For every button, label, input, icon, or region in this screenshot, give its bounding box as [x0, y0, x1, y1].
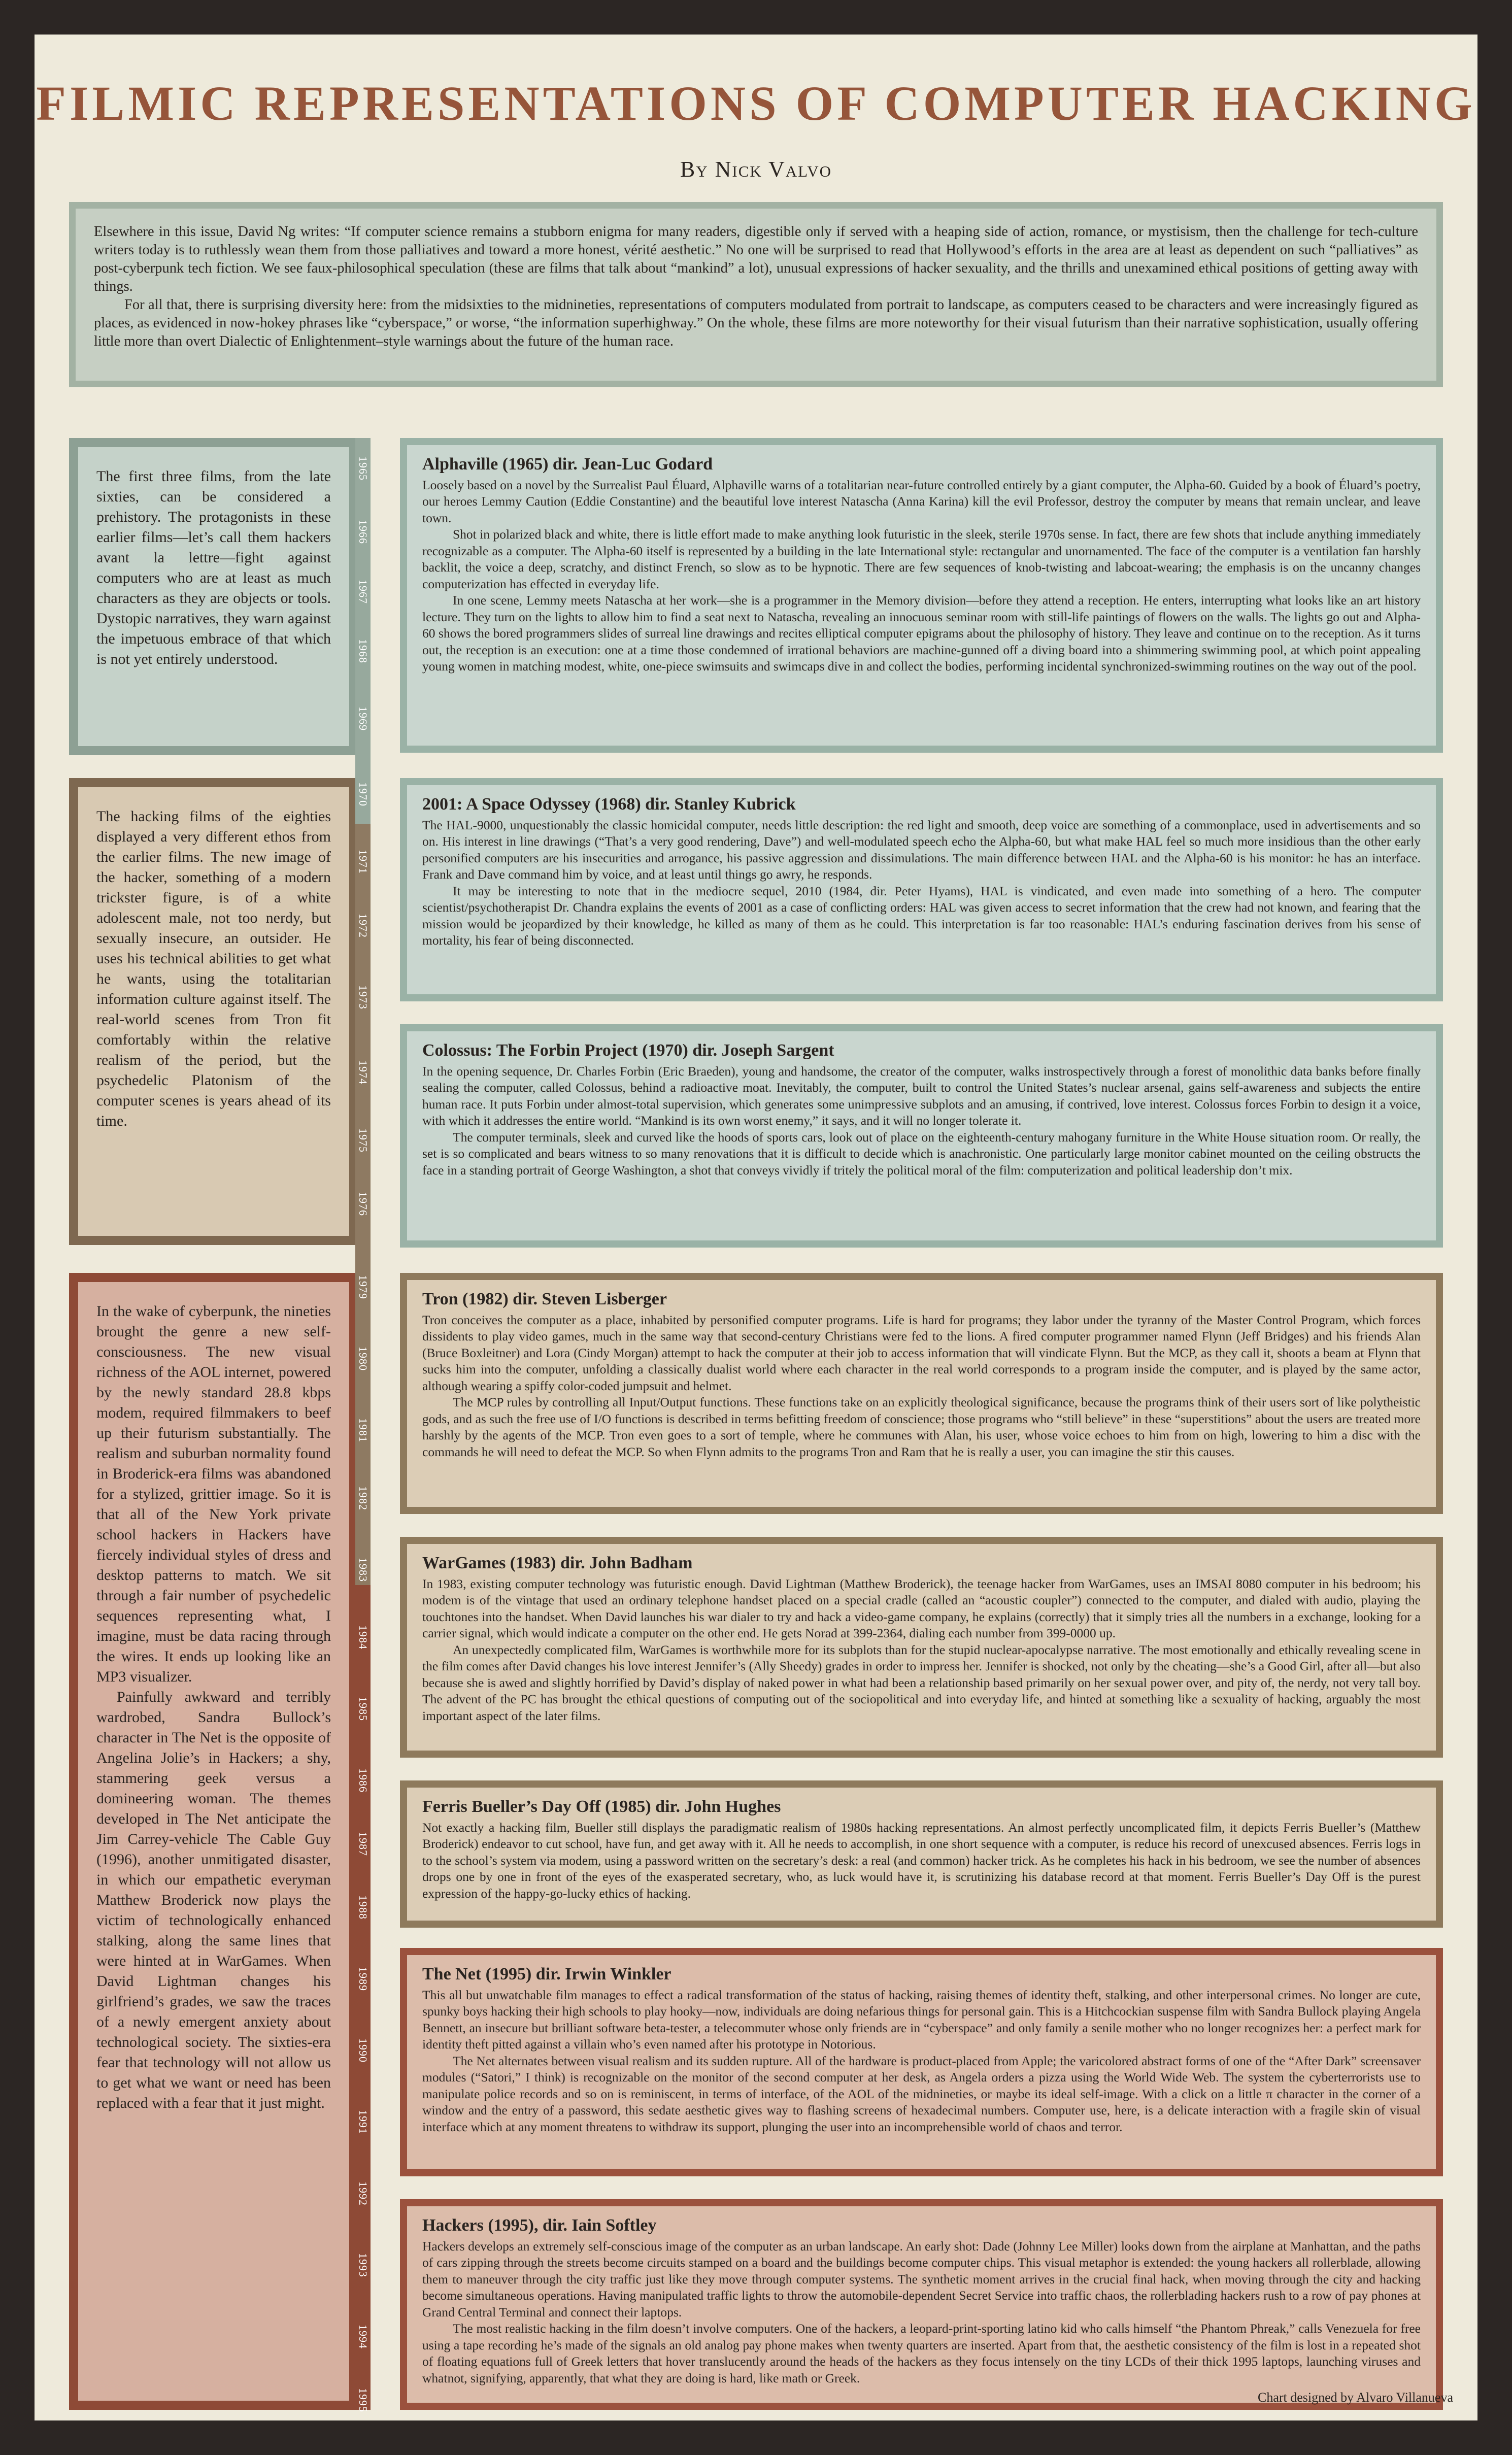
chart-credit: Chart designed by Alvaro Villanueva	[1258, 2390, 1453, 2405]
film-heading: 2001: A Space Odyssey (1968) dir. Stanley Kubrick	[422, 795, 796, 814]
timeline-year: 1965	[357, 456, 369, 481]
film-heading: Tron (1982) dir. Steven Lisberger	[422, 1290, 667, 1308]
film-card-colossus	[400, 1024, 1443, 1248]
timeline-year: 1973	[357, 985, 369, 1010]
timeline-year: 1984	[357, 1625, 369, 1650]
timeline-year: 1993	[357, 2253, 369, 2278]
timeline-year: 1969	[357, 707, 369, 731]
timeline-year: 1992	[357, 2181, 369, 2206]
timeline-year: 1983	[357, 1557, 369, 1582]
film-heading: WarGames (1983) dir. John Badham	[422, 1554, 693, 1572]
timeline-year: 1971	[357, 850, 369, 875]
film-text: An unexpectedly complicated film, WarGames is worthwhile more for its subplots than for the stupid nuclear-apocalypse narrative. The most emotionally and ethically revealing scene in the film comes after David changes his love interest Jennifer’s (Ally Sheedy) grades in order to impress her. Jennifer is shocked, not only by the cheating—she’s a Good Girl, after all—but also because she is awed and slightly horrified by David’s display of naked power in what had been a relationship based primarily on her sexual power over, and pity of, the nerdy, not very tall boy. The advent of the PC has brought the ethical questions of computing out of the sociopolitical and into everyday life, and hinted at something like a sexuality of hacking, arguably the most important aspect of the later films.	[422, 1642, 1421, 1723]
sidebar-eighties	[69, 778, 358, 1245]
film-card-tron	[400, 1273, 1443, 1514]
sidebar-sixties	[69, 438, 358, 755]
film-card-the-net	[400, 1948, 1443, 2176]
film-card-alphaville	[400, 438, 1443, 753]
timeline-year: 1982	[357, 1486, 369, 1510]
timeline-year: 1990	[357, 2038, 369, 2063]
timeline-year: 1987	[357, 1831, 369, 1856]
timeline-year: 1986	[357, 1768, 369, 1793]
timeline-year: 1976	[357, 1191, 369, 1216]
intro-box	[69, 202, 1443, 387]
timeline-segment-sixties	[355, 438, 371, 824]
sidebar-text: The first three films, from the late sixties, can be considered a prehistory. The protagonists in these earlier films—let’s call them hackers avant la lettre—fight against computers who are at least as much characters as they are objects or tools. Dystopic narratives, they warn against the impetuous embrace of that which is not yet entirely understood.	[96, 468, 331, 667]
film-heading: Ferris Bueller’s Day Off (1985) dir. John Hughes	[422, 1797, 781, 1816]
film-text: The most realistic hacking in the film doesn’t involve computers. One of the hackers, a leopard-print-sporting latino kid who calls himself “the Phantom Phreak,” calls Venezuela for free using a tape recording he’s made of the signals an old analog pay phone makes when twenty quarters are inserted. Apart from that, the aesthetic consistency of the film is lost in a repeated shot of floating equations full of Greek letters that hover translucently around the heads of the hackers as they focus intensely on the tiny LCDs of their thick 1995 laptops, launching viruses and whatnot, signifying, apparently, that what they are doing is hard, like math or Greek.	[422, 2321, 1421, 2385]
timeline-year: 1991	[357, 2110, 369, 2135]
film-text: Hackers develops an extremely self-conscious image of the computer as an urban landscape. An early shot: Dade (Johnny Lee Miller) looks down from the airplane at Manhattan, and the paths of cars zipping through the streets become circuits stamped on a board and the buildings become computer chips. This visual metaphor is extended: the young hackers all rollerblade, allowing them to maneuver through the city traffic just like they move through computer systems. The synthetic moment arrives in the crucial final hack, when moving through the city and hacking become simultaneous operations. Having manipulated traffic lights to throw the automobile-dependent Secret Service into traffic chaos, the rollerblading hackers rush to a row of pay phones at Grand Central Terminal and connect their laptops.	[422, 2238, 1421, 2319]
film-heading: The Net (1995) dir. Irwin Winkler	[422, 1965, 671, 1983]
film-text: The computer terminals, sleek and curved like the hoods of sports cars, look out of place on the eighteenth-century mahogany furniture in the White House situation room. Or really, the set is so complicated and bears witness to so many renovations that it is difficult to decide which is anachronistic. One particularly large monitor cabinet mounted on the ceiling obstructs the face in a standing portrait of George Washington, a shot that conveys vividly if tritely the political moral of the film: computerization and political leadership don’t mix.	[422, 1129, 1421, 1178]
sidebar-text: In the wake of cyberpunk, the nineties brought the genre a new self-consciousness. The new visual richness of the AOL internet, powered by the newly standard 28.8 kbps modem, required filmmakers to beef up their futurism substantially. The realism and suburban normality found in Broderick-era films was abandoned for a stylized, grittier image. So it is that all of the New York private school hackers in Hackers have fiercely individual styles of dress and desktop patterns to match. We sit through a fair number of psychedelic sequences representing what, I imagine, must be data racing through the wires. It ends up looking like an MP3 visualizer.	[96, 1303, 331, 1685]
timeline-year: 1975	[357, 1128, 369, 1153]
timeline-year: 1966	[357, 520, 369, 545]
film-text: In one scene, Lemmy meets Natascha at her work—she is a programmer in the Memory division—before they attend a reception. He enters, interrupting what looks like an art history lecture. They turn on the lights to allow him to find a seat next to Natascha, revealing an innocuous seminar room with still-life paintings of flowers on the walls. The lights go out and Alpha-60 shows the bored programmers slides of surreal line drawings and recites elliptical computer epigrams about the philosophy of history. They leave and continue on to the reception. As it turns out, the reception is an execution: one at a time those condemned of irrational behaviors are machine-gunned off a diving board into a shimmering swimming pool, at which point appealing young women in matching modest, white, one-piece swimsuits and swimcaps dive in and collect the bodies, performing incidental synchronized-swimming routines on the way out of the pool.	[422, 593, 1421, 674]
film-text: The Net alternates between visual realism and its sudden rupture. All of the hardware is product-placed from Apple; the varicolored abstract forms of one of the “After Dark” screensaver modules (“Satori,” I think) is recognizable on the monitor of the second computer at her desk, as Angela orders a pizza using the World Wide Web. The system the cyberterrorists use to manipulate police records and so on is reminiscent, in terms of interface, of the AOL of the midnineties, or maybe its ideal self-image. With a click on a little π character in the corner of a window and the entry of a password, this sedate aesthetic gives way to flashing screens of hexadecimal numbers. Computer use, here, is a delicate interaction with a fragile skin of visual interface which at any moment threatens to withdraw its support, plunging the user into an incomprehensible world of chaos and terror.	[422, 2053, 1421, 2134]
film-text: Loosely based on a novel by the Surrealist Paul Éluard, Alphaville warns of a totalitarian near-future controlled entirely by a giant computer, the Alpha-60. Guided by a book of Éluard’s poetry, our heroes Lemmy Caution (Eddie Constantine) and the beautiful love interest Natascha (Anna Karina) kill the evil Professor, destroy the computer by means that remain unclear, and leave town.	[422, 477, 1421, 525]
film-card-hackers	[400, 2199, 1443, 2410]
film-heading: Hackers (1995), dir. Iain Softley	[422, 2216, 657, 2235]
film-text: Shot in polarized black and white, there is little effort made to make anything look futuristic in the sleek, sterile 1970s sense. In fact, there are few shots that include anything immediately recognizable as a computer. The Alpha-60 itself is represented by a building in the late International style: rectangular and unornamented. The face of the computer is a ventilation fan harshly backlit, the voice a deep, scratchy, and distinct French, so slow as to be hypnotic. There are few sequences of knob-twisting and labcoat-wearing; the emphasis is on the uncanny changes computerization has effected in everyday life.	[422, 527, 1421, 591]
timeline-year: 1980	[357, 1347, 369, 1371]
poster	[35, 35, 1477, 2420]
timeline-year: 1968	[357, 639, 369, 664]
timeline-year: 1967	[357, 579, 369, 604]
timeline-year: 1981	[357, 1418, 369, 1443]
timeline-year: 1989	[357, 1967, 369, 1992]
film-text: The MCP rules by controlling all Input/Output functions. These functions take on an explicitly theological significance, because the programs think of their users sort of like polytheistic gods, and as such the free use of I/O functions is described in terms befitting freedom of conscience; those programs who “still believe” in these “superstitions” about the users are treated more harshly by the agents of the MCP. Tron even goes to a sort of temple, where he communes with Alan, his user, whose voice echoes to him from on high, lowering to him a disc with the commands he will need to defeat the MCP. So when Flynn admits to the programs Tron and Ram that he is really a user, you can imagine the stir this causes.	[422, 1395, 1421, 1459]
sidebar-text: The hacking films of the eighties displayed a very different ethos from the earlier films. The new image of the hacker, something of a modern trickster figure, is of a white adolescent male, not too nerdy, but sexually insecure, an outsider. He uses his technical abilities to get what he wants, using the totalitarian information culture against itself. The real-world scenes from Tron fit comfortably within the relative realism of the period, but the psychedelic Platonism of the computer scenes is years ahead of its time.	[96, 808, 331, 1129]
poster-title: FILMIC REPRESENTATIONS OF COMPUTER HACKING	[36, 76, 1476, 130]
film-text: The HAL-9000, unquestionably the classic homicidal computer, needs little description: the red light and smooth, deep voice are something of a commonplace, used in advertisements and so on. His interest in line drawings (“That’s a very good rendering, Dave”) and well-modulated speech echo the Alpha-60, but what make HAL feel so much more insidious than the other early personified computers are his insecurities and arrogance, his passive aggression and dissimulations. The main difference between HAL and the Alpha-60 is his monitor: he has an interface. Frank and Dave command him by voice, and at least until things go awry, he responds.	[422, 817, 1421, 882]
timeline-year: 1972	[357, 913, 369, 938]
film-card-wargames	[400, 1537, 1443, 1758]
timeline-year: 1985	[357, 1696, 369, 1721]
film-text: This all but unwatchable film manages to effect a radical transformation of the status of hacking, raising themes of identity theft, stalking, and other interpersonal crimes. No longer are cute, spunky boys hacking their high schools to play hooky—now, individuals are doing nefarious things for personal gain. This is a Hitchcockian suspense film with Sandra Bullock playing Angela Bennett, an insecure but brilliant software beta-tester, a telecommuter whose only friends are in “cyberspace” and only family a senile mother who no longer recognizes her: a perfect mark for identity theft pitted against a villain who’s even named after his prototype in Notorious.	[422, 1987, 1421, 2052]
timeline-year: 1995	[357, 2388, 369, 2413]
film-text: It may be interesting to note that in the mediocre sequel, 2010 (1984, dir. Peter Hyams), HAL is vindicated, and even made into something of a hero. The computer scientist/psychotherapist Dr. Chandra explains the events of 2001 as a case of conflicting orders: HAL was given access to secret information that the crew had not known, and fearing that the mission would be jeopardized by their knowledge, he killed as many of them as he could. This interpretation is far too reasonable: HAL’s enduring fascination derives from his sense of mortality, his fear of being disconnected.	[422, 883, 1421, 948]
timeline-year: 1988	[357, 1895, 369, 1920]
sidebar-nineties	[69, 1273, 358, 2410]
year-timeline	[346, 438, 382, 2413]
sidebar-text: Painfully awkward and terribly wardrobed, Sandra Bullock’s character in The Net is the opposite of Angelina Jolie’s in Hackers; a shy, stammering geek versus a domineering woman. The themes developed in The Net anticipate the Jim Carrey-vehicle The Cable Guy (1996), another unmitigated disaster, in which our empathetic everyman Matthew Broderick now plays the victim of technologically enhanced stalking, along the same lines that were hinted at in WarGames. When David Lightman changes his girlfriend’s grades, we saw the traces of a newly emergent anxiety about technological society. The sixties-era fear that technology will not allow us to get what we want or need has been replaced with a fear that it just might.	[96, 1689, 331, 2111]
film-text: Not exactly a hacking film, Bueller still displays the paradigmatic realism of 1980s hacking representations. An almost perfectly uncomplicated film, it depicts Ferris Bueller’s (Matthew Broderick) endeavor to cut school, have fun, and get away with it. All he needs to accomplish, in one short sequence with a computer, is reduce his record of unexcused absences. Ferris logs in to the school’s system via modem, using a password written on the secretary’s desk: a real (and common) hacker trick. As he completes his hack in his bedroom, we see the number of absences drops one by one in front of the eyes of the exasperated secretary, who, as luck would have it, is scrutinizing his database record at that moment. Ferris Bueller’s Day Off is the purest expression of the happy-go-lucky ethics of hacking.	[422, 1820, 1421, 1901]
timeline-year: 1994	[357, 2325, 369, 2349]
film-heading: Alphaville (1965) dir. Jean-Luc Godard	[422, 455, 713, 474]
film-card-2001	[400, 778, 1443, 1001]
timeline-year: 1974	[357, 1060, 369, 1085]
film-heading: Colossus: The Forbin Project (1970) dir. Joseph Sargent	[422, 1041, 834, 1060]
timeline-year: 1970	[357, 782, 369, 807]
intro-paragraph: Elsewhere in this issue, David Ng writes: “If computer science remains a stubborn enigma for many readers, digestible only if served with a heaping side of action, romance, or mystisism, then the challenge for tech-culture writers today is to ruthlessly wean them from those palliatives and toward a more honest, vérité aesthetic.” No one will be surprised to read that Hollywood’s efforts in the area are at least as dependent on such “palliatives” as post-cyberpunk tech fiction. We see faux-philosophical speculation (these are films that talk about “mankind” a lot), unusual expressions of hacker sexuality, and the thrills and unexamined ethical positions of getting away with things.	[94, 224, 1418, 294]
film-text: Tron conceives the computer as a place, inhabited by personified computer programs. Life is hard for programs; they labor under the tyranny of the Master Control Program, which forces dissidents to play video games, much in the same way that second-century Christians were fed to the lions. A fired computer programmer named Flynn (Jeff Bridges) and his friends Alan (Bruce Boxleitner) and Lora (Cindy Morgan) attempt to hack the computer at their job to access information that will vindicate Flynn. But the MCP, as they call it, shoots a beam at Flynn that sucks him into the computer, unfolding a classically dualist world where each character in the real world corresponds to a program inside the computer, and is played by the same actor, although wearing a spiffy color-coded jumpsuit and helmet.	[422, 1312, 1421, 1393]
intro-paragraph: For all that, there is surprising diversity here: from the midsixties to the midnineties, representations of computers modulated from portrait to landscape, as computers ceased to be characters and were increasingly figured as places, as evidenced in now-hokey phrases like “cyberspace,” or worse, “the information superhighway.” On the whole, these films are more noteworthy for their visual futurism than their narrative sophistication, usually offering little more than overt Dialectic of Enlightenment–style warnings about the future of the human race.	[94, 297, 1418, 349]
byline: By Nick Valvo	[680, 157, 832, 182]
film-text: In 1983, existing computer technology was futuristic enough. David Lightman (Matthew Broderick), the teenage hacker from WarGames, uses an IMSAI 8080 computer in his bedroom; his modem is of the vintage that used an ordinary telephone handset placed on a special cradle (called an “acoustic coupler”) connected to the computer, and dialed with audio, playing the touchtones into the handset. When David launches his war dialer to try and hack a video-game company, he explains (correctly) that it simply tries all the numbers in a exchange, looking for a carrier signal, which would indicate a computer on the other end. He gets Norad at 399-2364, dialing each number from 399-0000 up.	[422, 1576, 1421, 1640]
film-card-ferris-bueller	[400, 1780, 1443, 1928]
film-text: In the opening sequence, Dr. Charles Forbin (Eric Braeden), young and handsome, the creator of the computer, walks instrospectively through a forest of monolithic data banks before finally sealing the computer, called Colossus, behind a radioactive moat. Inevitably, the computer, built to control the United States’s nuclear arsenal, gains self-awareness and subjects the entire human race. It puts Forbin under almost-total supervision, which generates some unimpressive subplots and an amusing, if contrived, love interest. Colossus forces Forbin to design it a voice, with which it addresses the entire world. “Mankind is its own worst enemy,” it says, and it will no longer tolerate it.	[422, 1063, 1421, 1128]
timeline-year: 1979	[357, 1275, 369, 1300]
